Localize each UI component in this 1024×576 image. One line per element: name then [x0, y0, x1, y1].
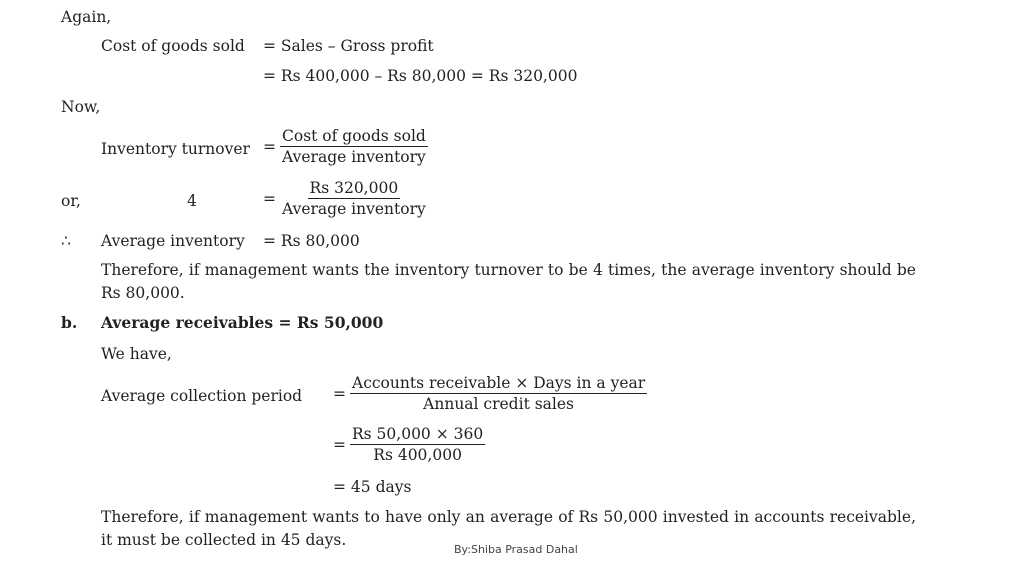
fraction-numerator: Cost of goods sold [282, 127, 426, 145]
cogs-label: Cost of goods sold [101, 37, 245, 55]
again-label: Again, [61, 8, 112, 26]
cogs-calculation: = Rs 400,000 – Rs 80,000 = Rs 320,000 [263, 67, 578, 85]
turnover-value: 4 [187, 192, 197, 210]
conclusion-paragraph-1: Therefore, if management wants the inventory turnover to be 4 times, the average inventory should be Rs 80,000. [101, 261, 916, 302]
average-inventory-label: Average inventory [101, 232, 245, 250]
fraction-denominator: Annual credit sales [423, 395, 575, 413]
inventory-turnover-label: Inventory turnover [101, 140, 250, 158]
footer-author: By:Shiba Prasad Dahal [454, 543, 578, 556]
part-b-label: b. [61, 313, 78, 332]
we-have-label: We have, [101, 345, 172, 363]
fraction-denominator: Average inventory [282, 200, 426, 218]
inventory-turnover-fraction [263, 127, 428, 166]
collection-period-fraction [333, 374, 647, 413]
conclusion-paragraph-2: Therefore, if management wants to have only an average of Rs 50,000 invested in accounts receivable, it must be collected in 45 days. [101, 508, 916, 549]
fraction-numerator: Rs 320,000 [309, 179, 399, 197]
equals-sign: = [333, 384, 346, 403]
cogs-formula: = Sales – Gross profit [263, 37, 434, 55]
equals-sign: = [263, 137, 276, 156]
now-label: Now, [61, 98, 101, 116]
equals-sign: = [333, 435, 346, 454]
collection-substitution-fraction [333, 425, 485, 464]
part-b-heading: Average receivables = Rs 50,000 [101, 313, 384, 332]
equals-sign: = [263, 189, 276, 208]
fraction-numerator: Accounts receivable × Days in a year [352, 374, 646, 392]
collection-period-result: = 45 days [333, 478, 412, 496]
average-collection-period-label: Average collection period [101, 387, 303, 405]
fraction-denominator: Rs 400,000 [373, 446, 462, 464]
inventory-substitution-fraction [263, 179, 428, 218]
fraction-numerator: Rs 50,000 × 360 [352, 425, 484, 443]
therefore-symbol: ∴ [61, 232, 71, 250]
fraction-denominator: Average inventory [282, 148, 426, 166]
average-inventory-value: = Rs 80,000 [263, 232, 360, 250]
or-label: or, [61, 192, 81, 210]
